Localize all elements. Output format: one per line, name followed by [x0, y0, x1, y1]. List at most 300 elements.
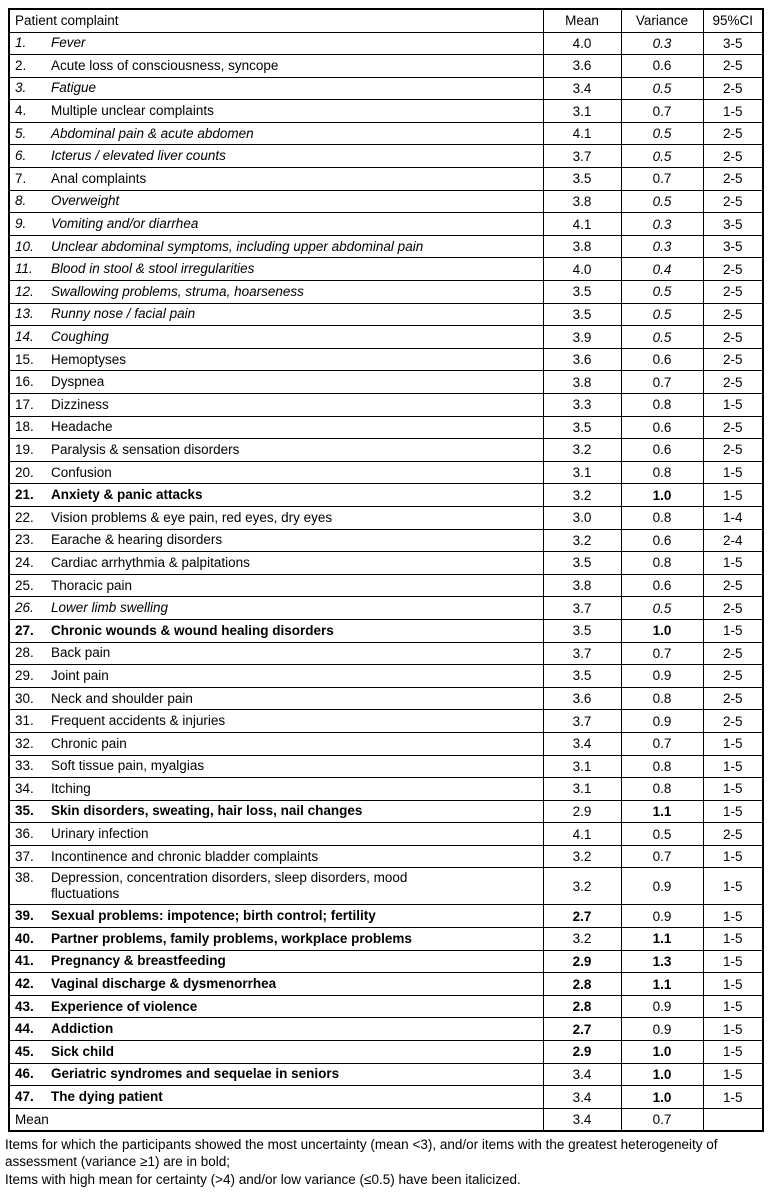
mean-cell: 3.2	[543, 529, 621, 552]
variance-cell: 0.7	[621, 100, 703, 123]
complaint-cell	[9, 1018, 543, 1041]
complaint-wrap	[15, 999, 539, 1015]
mean-cell: 3.4	[543, 1086, 621, 1109]
variance-cell: 0.8	[621, 394, 703, 417]
complaint-wrap	[15, 193, 539, 209]
mean-cell: 3.0	[543, 506, 621, 529]
ci-cell: 1-5	[703, 778, 763, 801]
complaint-cell	[9, 597, 543, 620]
variance-cell: 0.6	[621, 348, 703, 371]
table-row	[9, 1018, 763, 1041]
complaint-cell	[9, 484, 543, 507]
variance-cell: 0.5	[621, 145, 703, 168]
row-number: 24.	[15, 554, 34, 570]
complaint-label: Geriatric syndromes and sequelae in seniors	[51, 1066, 340, 1082]
complaint-label: Anxiety & panic attacks	[51, 487, 203, 503]
ci-cell: 1-5	[703, 100, 763, 123]
complaint-wrap	[15, 1066, 539, 1082]
mean-cell: 4.0	[543, 258, 621, 281]
complaint-label: The dying patient	[51, 1089, 163, 1105]
complaint-wrap	[15, 908, 539, 924]
row-number: 29.	[15, 667, 34, 683]
complaint-cell	[9, 213, 543, 236]
complaint-wrap	[15, 826, 539, 842]
table-row	[9, 77, 763, 100]
complaint-label: Thoracic pain	[51, 577, 133, 593]
row-number: 4.	[15, 103, 27, 119]
complaint-wrap	[15, 758, 539, 774]
complaint-cell	[9, 168, 543, 191]
header-mean: Mean	[543, 9, 621, 32]
row-number: 2.	[15, 57, 27, 73]
complaint-wrap	[15, 374, 539, 390]
table-row	[9, 32, 763, 55]
variance-cell: 0.9	[621, 710, 703, 733]
complaint-cell	[9, 665, 543, 688]
table-row	[9, 145, 763, 168]
complaint-label: Blood in stool & stool irregularities	[51, 261, 255, 277]
complaint-cell	[9, 371, 543, 394]
variance-cell: 0.5	[621, 303, 703, 326]
complaint-cell	[9, 348, 543, 371]
mean-cell: 3.1	[543, 755, 621, 778]
table-row	[9, 574, 763, 597]
ci-cell: 1-5	[703, 619, 763, 642]
table-row	[9, 529, 763, 552]
variance-cell: 0.9	[621, 995, 703, 1018]
complaint-cell	[9, 905, 543, 928]
variance-cell: 0.7	[621, 371, 703, 394]
variance-cell: 0.7	[621, 845, 703, 868]
complaint-wrap	[15, 623, 539, 639]
complaint-label: Back pain	[51, 645, 111, 661]
complaint-label: Vision problems & eye pain, red eyes, dry eyes	[51, 509, 333, 525]
ci-cell: 1-5	[703, 845, 763, 868]
complaint-cell	[9, 1086, 543, 1109]
mean-cell: 3.4	[543, 732, 621, 755]
row-number: 42.	[15, 976, 34, 992]
complaint-wrap	[15, 306, 539, 322]
complaint-wrap	[15, 532, 539, 548]
variance-cell: 0.6	[621, 439, 703, 462]
mean-cell: 3.1	[543, 778, 621, 801]
complaint-wrap	[15, 870, 539, 902]
summary-ci-cell	[703, 1108, 763, 1131]
mean-cell: 2.9	[543, 950, 621, 973]
variance-cell: 0.6	[621, 416, 703, 439]
row-number: 41.	[15, 953, 34, 969]
row-number: 32.	[15, 735, 34, 751]
row-number: 38.	[15, 870, 34, 886]
variance-cell: 0.5	[621, 281, 703, 304]
complaint-cell	[9, 552, 543, 575]
table-row	[9, 235, 763, 258]
table-row	[9, 995, 763, 1018]
complaint-cell	[9, 32, 543, 55]
ci-cell: 1-5	[703, 484, 763, 507]
row-number: 44.	[15, 1021, 34, 1037]
ci-cell: 1-5	[703, 973, 763, 996]
ci-cell: 2-5	[703, 168, 763, 191]
ci-cell: 1-5	[703, 1086, 763, 1109]
mean-cell: 3.2	[543, 928, 621, 951]
table-row	[9, 823, 763, 846]
table-row	[9, 55, 763, 78]
table-row	[9, 868, 763, 905]
ci-cell: 3-5	[703, 32, 763, 55]
complaint-wrap	[15, 1089, 539, 1105]
ci-cell: 2-5	[703, 258, 763, 281]
ci-cell: 1-5	[703, 800, 763, 823]
ci-cell: 1-5	[703, 905, 763, 928]
complaint-cell	[9, 928, 543, 951]
complaint-cell	[9, 732, 543, 755]
complaint-cell	[9, 461, 543, 484]
complaint-label: Unclear abdominal symptoms, including upper abdominal pain	[51, 238, 424, 254]
complaint-cell	[9, 235, 543, 258]
complaint-wrap	[15, 736, 539, 752]
complaint-label: Cardiac arrhythmia & palpitations	[51, 554, 250, 570]
row-number: 1.	[15, 35, 27, 51]
row-number: 40.	[15, 930, 34, 946]
complaint-label: Incontinence and chronic bladder complaints	[51, 848, 319, 864]
row-number: 34.	[15, 780, 34, 796]
complaint-label: Headache	[51, 419, 113, 435]
row-number: 28.	[15, 645, 34, 661]
complaint-cell	[9, 55, 543, 78]
ci-cell: 1-5	[703, 950, 763, 973]
variance-cell: 0.7	[621, 168, 703, 191]
mean-cell: 4.0	[543, 32, 621, 55]
complaint-label: Skin disorders, sweating, hair loss, nail changes	[51, 803, 363, 819]
complaint-cell	[9, 529, 543, 552]
summary-row	[9, 1108, 763, 1131]
complaint-wrap	[15, 555, 539, 571]
table-row	[9, 190, 763, 213]
complaint-cell	[9, 258, 543, 281]
complaint-label: Earache & hearing disorders	[51, 532, 223, 548]
complaint-label: Hemoptyses	[51, 351, 127, 367]
variance-cell: 0.5	[621, 597, 703, 620]
variance-cell: 1.0	[621, 1086, 703, 1109]
complaint-wrap	[15, 849, 539, 865]
variance-cell: 0.9	[621, 905, 703, 928]
ci-cell: 2-5	[703, 710, 763, 733]
complaint-wrap	[15, 600, 539, 616]
row-number: 39.	[15, 908, 34, 924]
complaint-label: Frequent accidents & injuries	[51, 713, 226, 729]
complaint-label: Soft tissue pain, myalgias	[51, 758, 205, 774]
row-number: 47.	[15, 1089, 34, 1105]
complaint-wrap	[15, 713, 539, 729]
header-variance: Variance	[621, 9, 703, 32]
table-row	[9, 732, 763, 755]
complaint-cell	[9, 845, 543, 868]
complaint-cell	[9, 778, 543, 801]
complaint-wrap	[15, 284, 539, 300]
variance-cell: 1.0	[621, 1063, 703, 1086]
table-row	[9, 619, 763, 642]
header-patient-complaint: Patient complaint	[9, 9, 543, 32]
complaint-wrap	[15, 419, 539, 435]
row-number: 36.	[15, 826, 34, 842]
variance-cell: 1.0	[621, 619, 703, 642]
variance-cell: 0.5	[621, 326, 703, 349]
complaint-wrap	[15, 239, 539, 255]
complaint-wrap	[15, 465, 539, 481]
complaint-label: Urinary infection	[51, 826, 149, 842]
row-number: 43.	[15, 998, 34, 1014]
ci-cell: 2-5	[703, 574, 763, 597]
table-row	[9, 303, 763, 326]
mean-cell: 3.7	[543, 145, 621, 168]
table-row	[9, 687, 763, 710]
ci-cell: 1-5	[703, 552, 763, 575]
ci-cell: 2-5	[703, 77, 763, 100]
variance-cell: 0.3	[621, 32, 703, 55]
complaint-label: Experience of violence	[51, 998, 198, 1014]
table-row	[9, 755, 763, 778]
ci-cell: 2-5	[703, 823, 763, 846]
ci-cell: 2-5	[703, 687, 763, 710]
variance-cell: 0.9	[621, 868, 703, 905]
table-row	[9, 552, 763, 575]
complaint-cell	[9, 1041, 543, 1064]
mean-cell: 2.7	[543, 1018, 621, 1041]
complaint-cell	[9, 326, 543, 349]
table-row	[9, 506, 763, 529]
complaint-cell	[9, 755, 543, 778]
mean-cell: 3.8	[543, 190, 621, 213]
complaint-label: Dyspnea	[51, 374, 105, 390]
ci-cell: 2-5	[703, 303, 763, 326]
complaint-wrap	[15, 976, 539, 992]
table-row	[9, 905, 763, 928]
mean-cell: 3.4	[543, 1063, 621, 1086]
footnote-bold-criteria: Items for which the participants showed the most uncertainty (mean <3), and/or items with the greatest heterogeneity of assessment (variance ≥1) are in bold;	[5, 1136, 718, 1170]
complaint-label: Icterus / elevated liver counts	[51, 148, 226, 164]
complaint-wrap	[15, 103, 539, 119]
mean-cell: 3.1	[543, 461, 621, 484]
summary-mean-cell: 3.4	[543, 1108, 621, 1131]
mean-cell: 3.6	[543, 348, 621, 371]
table-row	[9, 213, 763, 236]
row-number: 45.	[15, 1043, 34, 1059]
complaint-label: Swallowing problems, struma, hoarseness	[51, 283, 304, 299]
mean-cell: 4.1	[543, 823, 621, 846]
variance-cell: 0.9	[621, 1018, 703, 1041]
table-row	[9, 326, 763, 349]
complaint-wrap	[15, 691, 539, 707]
summary-label: Mean	[15, 1111, 49, 1127]
mean-cell: 3.5	[543, 416, 621, 439]
complaint-cell	[9, 950, 543, 973]
row-number: 16.	[15, 374, 34, 390]
row-number: 9.	[15, 216, 27, 232]
complaint-label: Sexual problems: impotence; birth control; fertility	[51, 908, 376, 924]
ci-cell: 2-5	[703, 371, 763, 394]
mean-cell: 2.7	[543, 905, 621, 928]
mean-cell: 2.8	[543, 973, 621, 996]
row-number: 37.	[15, 848, 34, 864]
complaint-wrap	[15, 510, 539, 526]
ci-cell: 2-5	[703, 122, 763, 145]
variance-cell: 0.6	[621, 529, 703, 552]
variance-cell: 0.4	[621, 258, 703, 281]
table-row	[9, 371, 763, 394]
variance-cell: 0.5	[621, 77, 703, 100]
complaint-label: Abdominal pain & acute abdomen	[51, 125, 254, 141]
mean-cell: 3.2	[543, 845, 621, 868]
complaint-cell	[9, 574, 543, 597]
table-row	[9, 928, 763, 951]
mean-cell: 3.5	[543, 619, 621, 642]
row-number: 35.	[15, 803, 34, 819]
row-number: 13.	[15, 306, 34, 322]
complaint-label: Depression, concentration disorders, sleep disorders, mood fluctuations	[51, 870, 408, 902]
row-number: 8.	[15, 193, 27, 209]
complaint-cell	[9, 1063, 543, 1086]
table-row	[9, 1086, 763, 1109]
complaint-wrap	[15, 668, 539, 684]
ci-cell: 1-5	[703, 755, 763, 778]
complaint-label: Dizziness	[51, 396, 109, 412]
ci-cell: 1-5	[703, 732, 763, 755]
row-number: 22.	[15, 509, 34, 525]
mean-cell: 3.5	[543, 552, 621, 575]
table-row	[9, 416, 763, 439]
variance-cell: 0.8	[621, 506, 703, 529]
complaint-label: Vaginal discharge & dysmenorrhea	[51, 976, 277, 992]
mean-cell: 3.2	[543, 439, 621, 462]
row-number: 15.	[15, 351, 34, 367]
complaint-label: Lower limb swelling	[51, 600, 169, 616]
row-number: 6.	[15, 148, 27, 164]
row-number: 20.	[15, 464, 34, 480]
mean-cell: 4.1	[543, 122, 621, 145]
row-number: 11.	[15, 261, 33, 277]
row-number: 12.	[15, 283, 34, 299]
ci-cell: 1-5	[703, 461, 763, 484]
mean-cell: 3.9	[543, 326, 621, 349]
complaint-wrap	[15, 781, 539, 797]
ci-cell: 2-5	[703, 145, 763, 168]
row-number: 18.	[15, 419, 34, 435]
mean-cell: 3.3	[543, 394, 621, 417]
variance-cell: 0.7	[621, 642, 703, 665]
complaint-wrap	[15, 216, 539, 232]
variance-cell: 0.5	[621, 122, 703, 145]
complaint-label: Pregnancy & breastfeeding	[51, 953, 226, 969]
complaint-wrap	[15, 442, 539, 458]
complaint-label: Addiction	[51, 1021, 114, 1037]
ci-cell: 1-5	[703, 1063, 763, 1086]
complaint-cell	[9, 439, 543, 462]
ci-cell: 1-5	[703, 1018, 763, 1041]
ci-cell: 2-5	[703, 439, 763, 462]
complaint-wrap	[15, 803, 539, 819]
summary-variance-cell: 0.7	[621, 1108, 703, 1131]
complaint-wrap	[15, 1021, 539, 1037]
ci-cell: 1-5	[703, 394, 763, 417]
complaint-cell	[9, 687, 543, 710]
complaint-wrap	[15, 261, 539, 277]
complaint-label: Partner problems, family problems, workplace problems	[51, 930, 412, 946]
ci-cell: 1-5	[703, 868, 763, 905]
variance-cell: 0.3	[621, 213, 703, 236]
complaint-cell	[9, 281, 543, 304]
row-number: 26.	[15, 600, 34, 616]
mean-cell: 4.1	[543, 213, 621, 236]
variance-cell: 0.8	[621, 461, 703, 484]
ci-cell: 2-5	[703, 326, 763, 349]
mean-cell: 3.5	[543, 281, 621, 304]
complaint-cell	[9, 416, 543, 439]
row-number: 31.	[15, 713, 34, 729]
complaint-cell	[9, 710, 543, 733]
mean-cell: 3.5	[543, 665, 621, 688]
row-number: 30.	[15, 690, 34, 706]
row-number: 5.	[15, 125, 27, 141]
complaint-cell	[9, 145, 543, 168]
complaint-wrap	[15, 35, 539, 51]
ci-cell: 2-5	[703, 190, 763, 213]
row-number: 46.	[15, 1066, 34, 1082]
row-number: 14.	[15, 329, 34, 345]
table-row	[9, 642, 763, 665]
ci-cell: 2-5	[703, 55, 763, 78]
variance-cell: 1.1	[621, 973, 703, 996]
complaint-wrap	[15, 931, 539, 947]
complaint-label: Fatigue	[51, 80, 97, 96]
ci-cell: 2-5	[703, 416, 763, 439]
complaint-cell	[9, 303, 543, 326]
variance-cell: 0.8	[621, 778, 703, 801]
row-number: 19.	[15, 441, 34, 457]
complaint-wrap	[15, 171, 539, 187]
complaint-label: Anal complaints	[51, 170, 147, 186]
table-row	[9, 845, 763, 868]
variance-cell: 0.3	[621, 235, 703, 258]
mean-cell: 3.7	[543, 710, 621, 733]
complaint-label: Coughing	[51, 329, 109, 345]
row-number: 10.	[15, 238, 34, 254]
ci-cell: 2-5	[703, 665, 763, 688]
summary-label-cell	[9, 1108, 543, 1131]
table-row	[9, 168, 763, 191]
mean-cell: 2.8	[543, 995, 621, 1018]
variance-cell: 1.1	[621, 800, 703, 823]
mean-cell: 3.4	[543, 77, 621, 100]
footnotes	[5, 1136, 755, 1189]
complaint-cell	[9, 973, 543, 996]
header-ci: 95%CI	[703, 9, 763, 32]
footnote-italic-criteria: Items with high mean for certainty (>4) and/or low variance (≤0.5) have been italicized.	[5, 1171, 521, 1187]
table-row	[9, 800, 763, 823]
complaint-cell	[9, 619, 543, 642]
complaint-wrap	[15, 645, 539, 661]
mean-cell: 2.9	[543, 800, 621, 823]
complaint-label: Sick child	[51, 1043, 115, 1059]
mean-cell: 3.7	[543, 597, 621, 620]
row-number: 3.	[15, 80, 27, 96]
mean-cell: 3.8	[543, 371, 621, 394]
row-number: 21.	[15, 487, 34, 503]
table-row	[9, 394, 763, 417]
mean-cell: 3.5	[543, 168, 621, 191]
complaint-label: Runny nose / facial pain	[51, 306, 196, 322]
ci-cell: 1-5	[703, 928, 763, 951]
